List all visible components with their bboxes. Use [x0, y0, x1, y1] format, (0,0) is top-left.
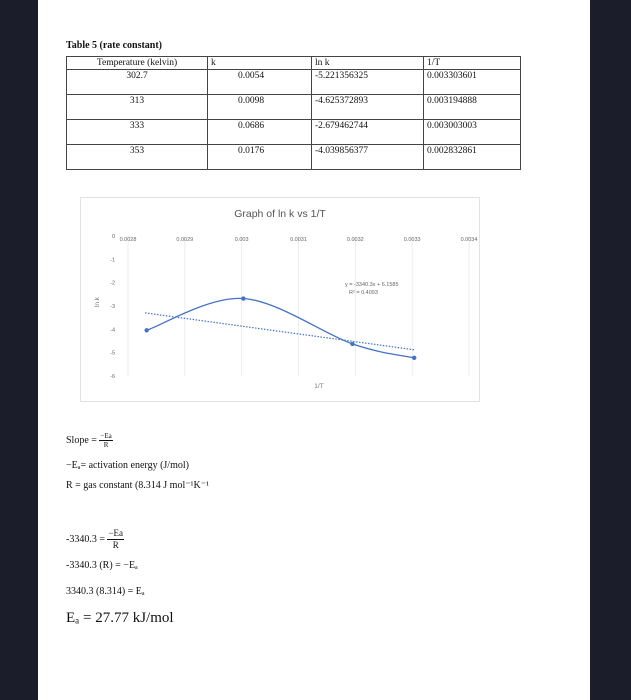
x-tick-label: 0.003: [234, 237, 249, 243]
cell-temperature: 302.7: [67, 70, 208, 95]
cell-k: 0.0686: [208, 120, 312, 145]
ea-definition: −Eₐ= activation energy (J/mol): [66, 460, 189, 471]
slope-fraction: [99, 432, 112, 449]
cell-temperature: 333: [67, 120, 208, 145]
y-tick-label: -4: [110, 327, 115, 334]
x-tick-label: 0.0028: [119, 237, 137, 243]
step2-equation: -3340.3 (R) = −Eₐ: [66, 560, 138, 571]
header-temperature: Temperature (kelvin): [67, 57, 208, 70]
y-axis-label: ln k: [94, 296, 101, 308]
cell-k: 0.0098: [208, 95, 312, 120]
slope-label: Slope =: [66, 434, 100, 446]
x-tick-label: 0.0032: [346, 237, 364, 243]
cell-temperature: 353: [67, 145, 208, 170]
cell-lnk: -4.039856377: [312, 145, 424, 170]
data-point: [412, 356, 416, 360]
slope-equation: [66, 432, 113, 449]
cell-inv-t: 0.003003003: [424, 120, 521, 145]
cell-temperature: 313: [67, 95, 208, 120]
step1-fraction: [107, 528, 124, 551]
slope-denominator: R: [103, 441, 109, 449]
chart-title: Graph of ln k vs 1/T: [234, 208, 326, 220]
y-tick-label: -6: [110, 374, 115, 380]
lnk-vs-invT-chart: [80, 197, 480, 402]
x-tick-label: 0.0034: [460, 237, 478, 243]
cell-inv-t: 0.003303601: [424, 70, 521, 95]
y-tick-label: -3: [110, 304, 115, 310]
step3-equation: 3340.3 (8.314) = Eₐ: [66, 586, 145, 597]
r-definition: R = gas constant (8.314 J mol⁻¹K⁻¹: [66, 480, 210, 491]
table-header-row: [67, 57, 521, 70]
x-tick-label: 0.0031: [290, 237, 307, 243]
y-tick-label: 0: [111, 234, 115, 240]
header-inv-t: 1/T: [424, 57, 521, 70]
x-tick-label: 0.0033: [403, 237, 421, 243]
trendline: [145, 313, 415, 350]
y-tick-label: -5: [110, 350, 115, 357]
step1-lhs: -3340.3 =: [66, 533, 108, 545]
trendline-r-squared: R² = 0.4093: [349, 290, 378, 296]
trendline-equation: y = -3340.3x + 6.1585: [345, 282, 399, 288]
table-row: [67, 145, 521, 170]
cell-lnk: -2.679462744: [312, 120, 424, 145]
rate-constant-table: [66, 56, 521, 170]
table-row: [67, 120, 521, 145]
table-row: [67, 70, 521, 95]
step1-numerator: −Ea: [108, 528, 124, 538]
cell-lnk: -4.625372893: [312, 95, 424, 120]
data-point: [241, 296, 245, 300]
x-axis-label: 1/T: [314, 383, 324, 390]
step1-denominator: R: [112, 540, 119, 550]
cell-k: 0.0054: [208, 70, 312, 95]
data-point: [144, 328, 148, 332]
header-lnk: ln k: [312, 57, 424, 70]
result-equation: Eₐ = 27.77 kJ/mol: [66, 610, 174, 626]
y-tick-label: -1: [110, 257, 115, 264]
data-point: [350, 342, 354, 346]
x-tick-label: 0.0029: [176, 237, 194, 243]
step1-equation: [66, 528, 124, 551]
chart-canvas: [81, 198, 479, 401]
y-tick-label: -2: [110, 280, 115, 287]
series-line: [147, 298, 415, 357]
cell-inv-t: 0.003194888: [424, 95, 521, 120]
cell-k: 0.0176: [208, 145, 312, 170]
cell-inv-t: 0.002832861: [424, 145, 521, 170]
slope-numerator: −Ea: [100, 432, 112, 440]
header-k: k: [208, 57, 312, 70]
cell-lnk: -5.221356325: [312, 70, 424, 95]
table-title: Table 5 (rate constant): [66, 40, 163, 51]
table-row: [67, 95, 521, 120]
